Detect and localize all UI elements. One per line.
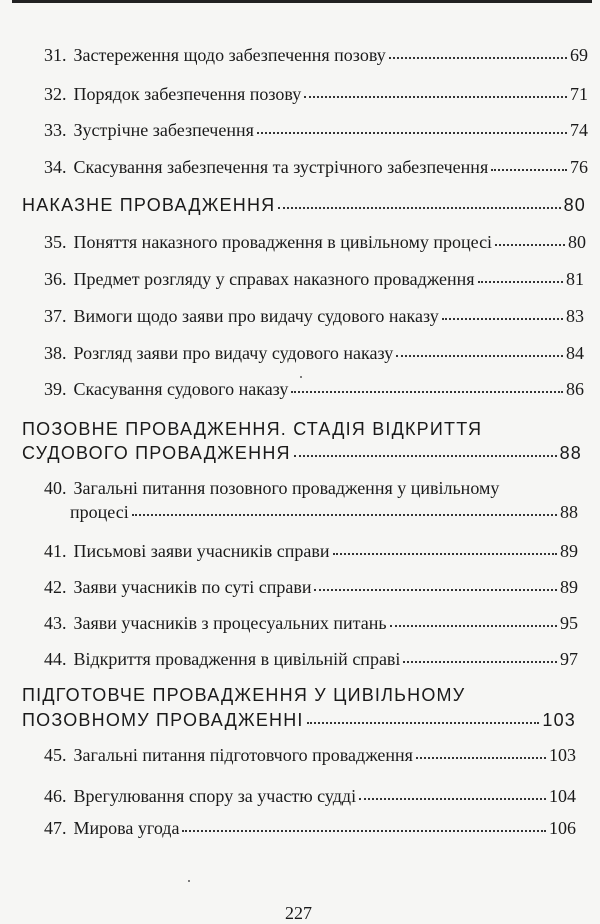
entry-number: 35. <box>44 232 67 252</box>
section-nakazne <box>22 194 586 216</box>
dot-leader <box>495 243 565 246</box>
entry-number: 41. <box>44 541 67 561</box>
toc-entry-44 <box>44 648 578 670</box>
toc-entry-39 <box>44 378 584 400</box>
entry-page: 83 <box>566 306 584 326</box>
entry-number: 40. <box>44 478 67 498</box>
toc-entry-45 <box>44 744 576 766</box>
dot-leader <box>389 56 567 59</box>
entry-title: Загальні питання підготовчого провадження <box>73 745 413 765</box>
dot-leader <box>294 454 557 457</box>
entry-page: 84 <box>566 343 584 363</box>
entry-page: 74 <box>570 120 588 140</box>
toc-entry-42 <box>44 576 578 598</box>
dot-leader <box>307 721 540 724</box>
entry-page: 86 <box>566 379 584 399</box>
section-title: СУДОВОГО ПРОВАДЖЕННЯ <box>22 443 291 463</box>
entry-number: 38. <box>44 343 67 363</box>
entry-page: 97 <box>560 649 578 669</box>
dot-leader <box>314 588 557 591</box>
entry-page: 71 <box>570 84 588 104</box>
entry-title-continued: процесі <box>70 502 129 522</box>
footer-page-number: 227 <box>285 903 312 923</box>
dot-leader <box>416 756 546 759</box>
entry-title: Вимоги щодо заяви про видачу судового наказу <box>73 306 439 326</box>
dot-leader <box>182 829 546 832</box>
entry-title: Поняття наказного провадження в цивільному процесі <box>73 232 493 252</box>
dot-leader <box>478 280 563 283</box>
section-pidgotovche <box>22 709 576 731</box>
entry-page: 103 <box>549 745 576 765</box>
entry-title: Застереження щодо забезпечення позову <box>73 45 386 65</box>
scan-speck <box>188 880 190 882</box>
dot-leader <box>390 624 557 627</box>
entry-page: 81 <box>566 269 584 289</box>
dot-leader <box>359 797 546 800</box>
entry-title: Скасування судового наказу <box>73 379 289 399</box>
toc-entry-47 <box>44 817 576 839</box>
entry-page: 89 <box>560 577 578 597</box>
dot-leader <box>257 131 567 134</box>
section-pozovne <box>22 442 582 464</box>
toc-entry-32 <box>44 83 588 105</box>
toc-entry-46 <box>44 785 576 807</box>
entry-number: 44. <box>44 649 67 669</box>
entry-number: 47. <box>44 818 67 838</box>
section-title: НАКАЗНЕ ПРОВАДЖЕННЯ <box>22 195 276 215</box>
section-page: 88 <box>559 443 582 463</box>
toc-entry-31 <box>44 44 588 66</box>
dot-leader <box>396 354 563 357</box>
entry-title: Загальні питання позовного провадження у цивільному <box>73 478 500 498</box>
dot-leader <box>491 168 567 171</box>
entry-page: 80 <box>568 232 586 252</box>
entry-title: Заяви учасників з процесуальних питань <box>73 613 387 633</box>
toc-entry-35 <box>44 231 586 253</box>
entry-number: 42. <box>44 577 67 597</box>
top-rule <box>12 0 592 3</box>
dot-leader <box>304 95 567 98</box>
section-page: 103 <box>542 710 576 730</box>
entry-title: Порядок забезпечення позову <box>73 84 302 104</box>
dot-leader <box>132 513 557 516</box>
entry-title: Заяви учасників по суті справи <box>73 577 312 597</box>
toc-entry-43 <box>44 612 578 634</box>
toc-entry-33 <box>44 119 588 141</box>
section-pidgotovche-line1: ПІДГОТОВЧЕ ПРОВАДЖЕННЯ У ЦИВІЛЬНОМУ <box>22 685 466 705</box>
dot-leader <box>403 660 557 663</box>
dot-leader <box>442 317 563 320</box>
entry-number: 43. <box>44 613 67 633</box>
entry-title: Предмет розгляду у справах наказного провадження <box>73 269 475 289</box>
entry-number: 33. <box>44 120 67 140</box>
section-title: ПОЗОВНОМУ ПРОВАДЖЕННІ <box>22 710 304 730</box>
entry-number: 37. <box>44 306 67 326</box>
entry-title: Відкриття провадження в цивільній справі <box>73 649 401 669</box>
entry-number: 39. <box>44 379 67 399</box>
entry-number: 36. <box>44 269 67 289</box>
scan-speck <box>300 376 302 378</box>
dot-leader <box>333 552 557 555</box>
entry-number: 32. <box>44 84 67 104</box>
entry-title: Розгляд заяви про видачу судового наказу <box>73 343 394 363</box>
dot-leader <box>278 206 560 209</box>
entry-title: Врегулювання спору за участю судді <box>73 786 357 806</box>
entry-page: 106 <box>549 818 576 838</box>
entry-number: 45. <box>44 745 67 765</box>
entry-number: 34. <box>44 157 67 177</box>
entry-page: 76 <box>570 157 588 177</box>
dot-leader <box>291 390 563 393</box>
entry-number: 31. <box>44 45 67 65</box>
entry-page: 95 <box>560 613 578 633</box>
toc-entry-40-line1 <box>44 477 499 499</box>
entry-page: 88 <box>560 502 578 522</box>
toc-entry-38 <box>44 342 584 364</box>
section-page: 80 <box>563 195 586 215</box>
toc-entry-41 <box>44 540 578 562</box>
entry-title: Скасування забезпечення та зустрічного забезпечення <box>73 157 489 177</box>
toc-entry-36 <box>44 268 584 290</box>
entry-title: Зустрічне забезпечення <box>73 120 254 140</box>
toc-entry-37 <box>44 305 584 327</box>
toc-entry-34 <box>44 156 588 178</box>
entry-page: 69 <box>570 45 588 65</box>
section-pozovne-line1: ПОЗОВНЕ ПРОВАДЖЕННЯ. СТАДІЯ ВІДКРИТТЯ <box>22 419 483 439</box>
entry-page: 89 <box>560 541 578 561</box>
toc-entry-40 <box>70 501 578 523</box>
entry-title: Письмові заяви учасників справи <box>73 541 330 561</box>
entry-page: 104 <box>549 786 576 806</box>
entry-title: Мирова угода <box>73 818 180 838</box>
entry-number: 46. <box>44 786 67 806</box>
